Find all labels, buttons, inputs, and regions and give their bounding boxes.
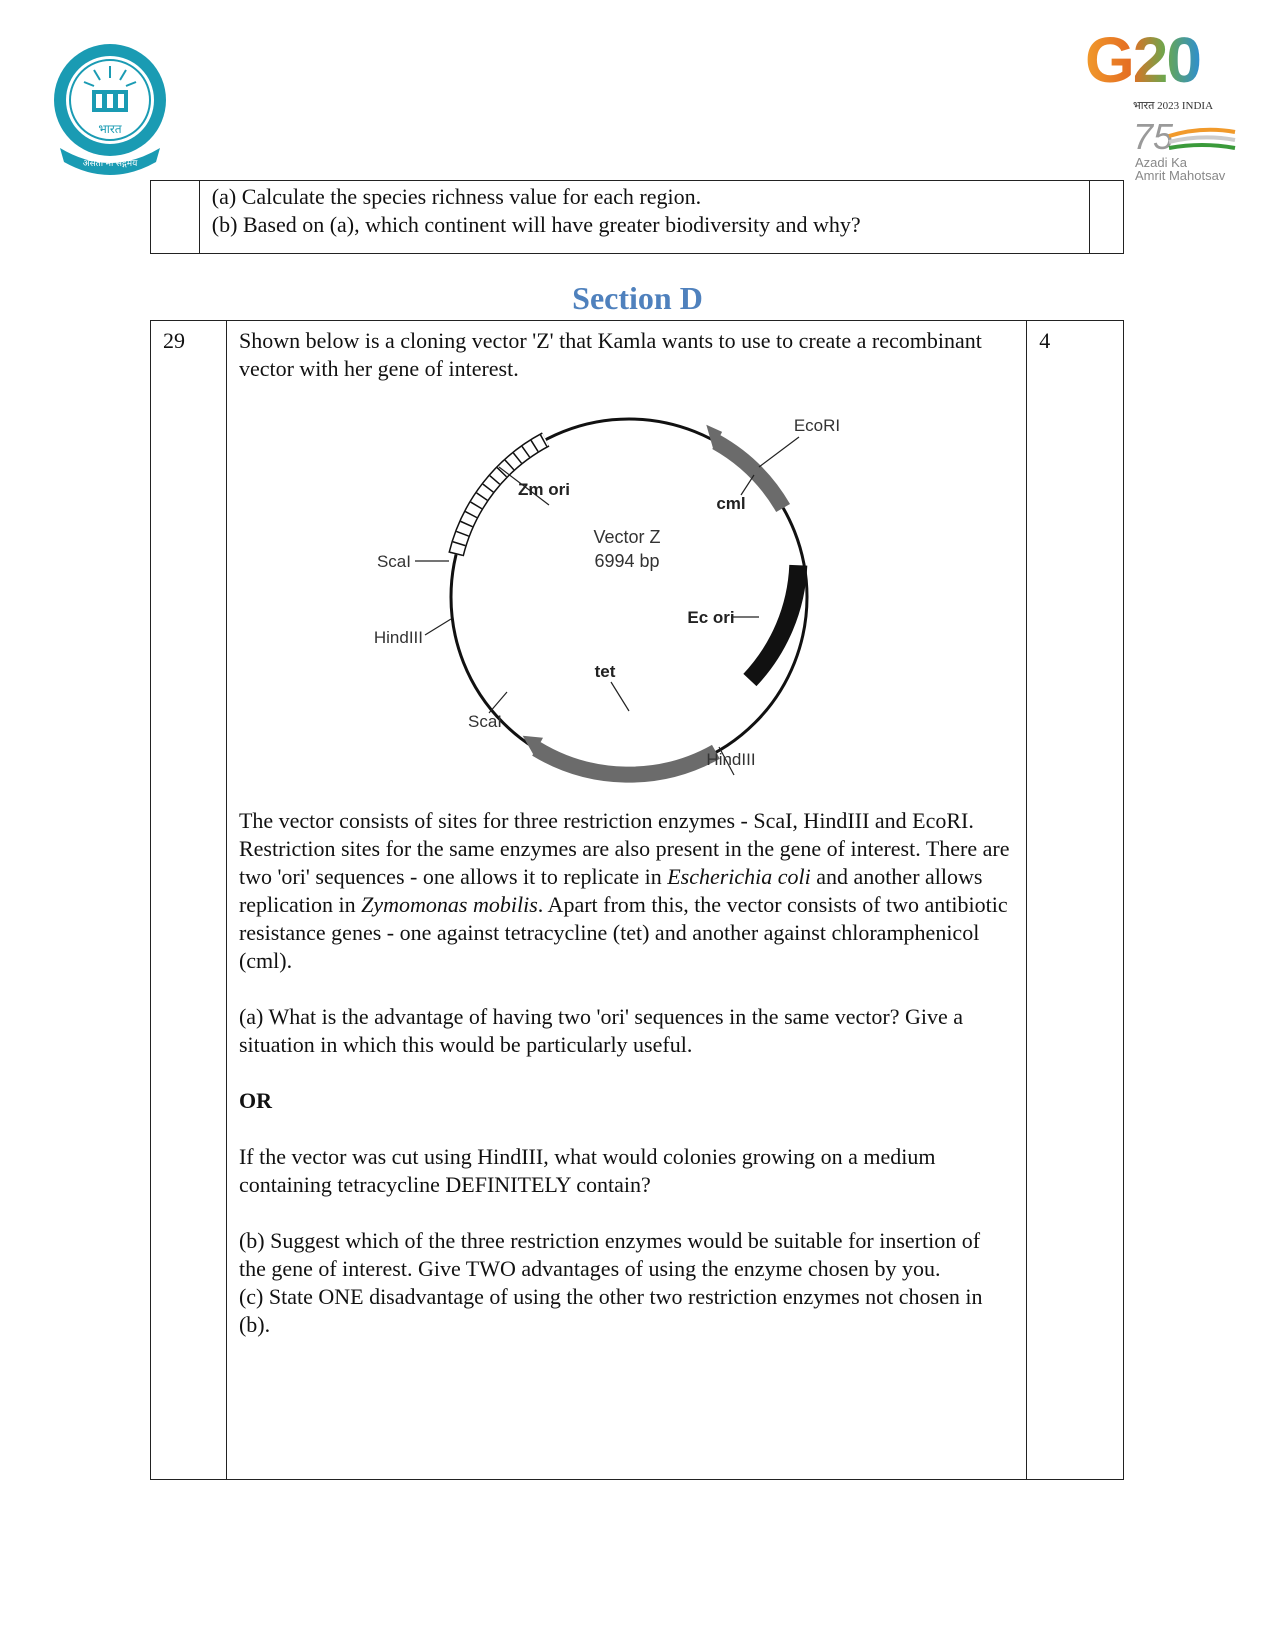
- question-table: [150, 320, 1124, 1480]
- section-title: Section D: [572, 280, 703, 316]
- question-part-b: (b) Suggest which of the three restriction enzymes would be suitable for insertion of the gene of interest. Give TWO advantages of using the enzyme chosen by you.: [238, 1228, 981, 1281]
- tet-gene-arrow: [523, 736, 716, 775]
- question-intro: Shown below is a cloning vector 'Z' that Kamla wants to use to create a recombinant vector with her gene of interest.: [238, 328, 982, 381]
- label-hindiii-left: HindIII: [373, 628, 423, 647]
- previous-question-table: [150, 180, 1124, 254]
- question-number: 29: [151, 321, 227, 1480]
- question-body: [226, 321, 1026, 1480]
- prev-number-cell: [151, 181, 200, 254]
- prev-marks-cell: [1089, 181, 1123, 254]
- prev-question-line-b: (b) Based on (a), which continent will have greater biodiversity and why?: [211, 212, 861, 237]
- label-tet: tet: [594, 662, 616, 681]
- question-part-c: (c) State ONE disadvantage of using the other two restriction enzymes not chosen in (b).: [238, 1284, 983, 1337]
- label-scal-bottom: ScaI: [467, 712, 502, 731]
- tricolor-swoosh-icon: [1167, 126, 1237, 152]
- label-cml: cml: [716, 494, 746, 513]
- label-hindiii-bottom: HindIII: [706, 750, 756, 769]
- question-part-a: (a) What is the advantage of having two 'ori' sequences in the same vector? Give a situation in which this would be particularly useful.: [238, 1004, 964, 1057]
- label-scal-left: ScaI: [376, 552, 411, 571]
- label-ec-ori: Ec ori: [687, 608, 735, 627]
- label-zm-ori: Zm ori: [517, 480, 570, 499]
- prev-question-line-a: (a) Calculate the species richness value for each region.: [211, 184, 702, 209]
- question-paragraph-description: The vector consists of sites for three restriction enzymes - ScaI, HindIII and EcoRI. Restriction sites for the same enzymes are also present in the gene of interest. There are two 'ori' sequences - one allows it to replicate in Escherichia coli and another allows replication in Zymomonas mobilis. Apart from this, the vector consists of two antibiotic resistance genes - one against tetracycline (tet) and another against chloramphenicol (cml).: [238, 808, 1010, 973]
- azadi-text: Azadi Ka Amrit Mahotsav: [1135, 155, 1226, 183]
- g20-subtitle: भारत 2023 INDIA: [1133, 100, 1214, 112]
- label-ecori: EcoRI: [793, 416, 841, 435]
- g20-logo: [1085, 24, 1245, 183]
- question-part-a-alternative: If the vector was cut using HindIII, what would colonies growing on a medium containing tetracycline DEFINITELY contain?: [238, 1144, 936, 1197]
- cbse-logo-label: भारत: [98, 122, 122, 136]
- cbse-logo-motto: असतो मा सद्गमय: [82, 158, 138, 168]
- ec-ori-segment: [750, 565, 798, 680]
- or-label: OR: [238, 1088, 272, 1113]
- g20-wordmark: G20: [1085, 24, 1200, 96]
- label-vector-name: Vector Z: [593, 527, 661, 547]
- azadi-75-mark: 75: [1133, 116, 1174, 157]
- cbse-logo: [50, 38, 170, 178]
- prev-question-body: [199, 181, 1089, 254]
- question-marks: 4: [1027, 321, 1124, 1480]
- label-vector-size: 6994 bp: [594, 551, 660, 571]
- vector-z-plasmid-map: [339, 387, 879, 807]
